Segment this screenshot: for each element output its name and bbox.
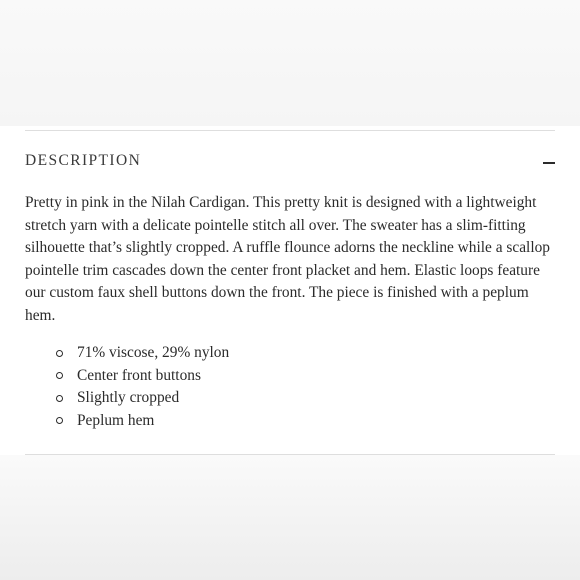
feature-list [55, 342, 229, 432]
description-accordion-header[interactable] [25, 148, 555, 176]
accordion-title: DESCRIPTION [25, 152, 142, 169]
feature-item-text: Center front buttons [77, 366, 201, 384]
feature-item [55, 410, 229, 433]
minus-icon[interactable] [543, 162, 555, 164]
top-divider [25, 130, 555, 131]
bullet-icon [56, 350, 63, 357]
bullet-icon [56, 417, 63, 424]
bottom-background [0, 455, 580, 580]
feature-item [55, 387, 229, 410]
feature-item [55, 365, 229, 388]
bullet-icon [56, 395, 63, 402]
feature-item-text: Peplum hem [77, 411, 155, 429]
description-accordion [0, 126, 580, 455]
description-text: Pretty in pink in the Nilah Cardigan. This pretty knit is designed with a lightweight stretch yarn with a delicate pointelle stitch all over. The sweater has a slim-fitting silhouette that’s slightly cropped. A ruffle flounce adorns the neckline while a scallop pointelle trim cascades down the center front placket and hem. Elastic loops feature our custom faux shell buttons down the front. The piece is finished with a peplum hem. [25, 194, 551, 324]
feature-item [55, 342, 229, 365]
bullet-icon [56, 372, 63, 379]
feature-item-text: Slightly cropped [77, 389, 180, 406]
feature-item-text: 71% viscose, 29% nylon [77, 344, 230, 361]
top-background [0, 0, 580, 126]
